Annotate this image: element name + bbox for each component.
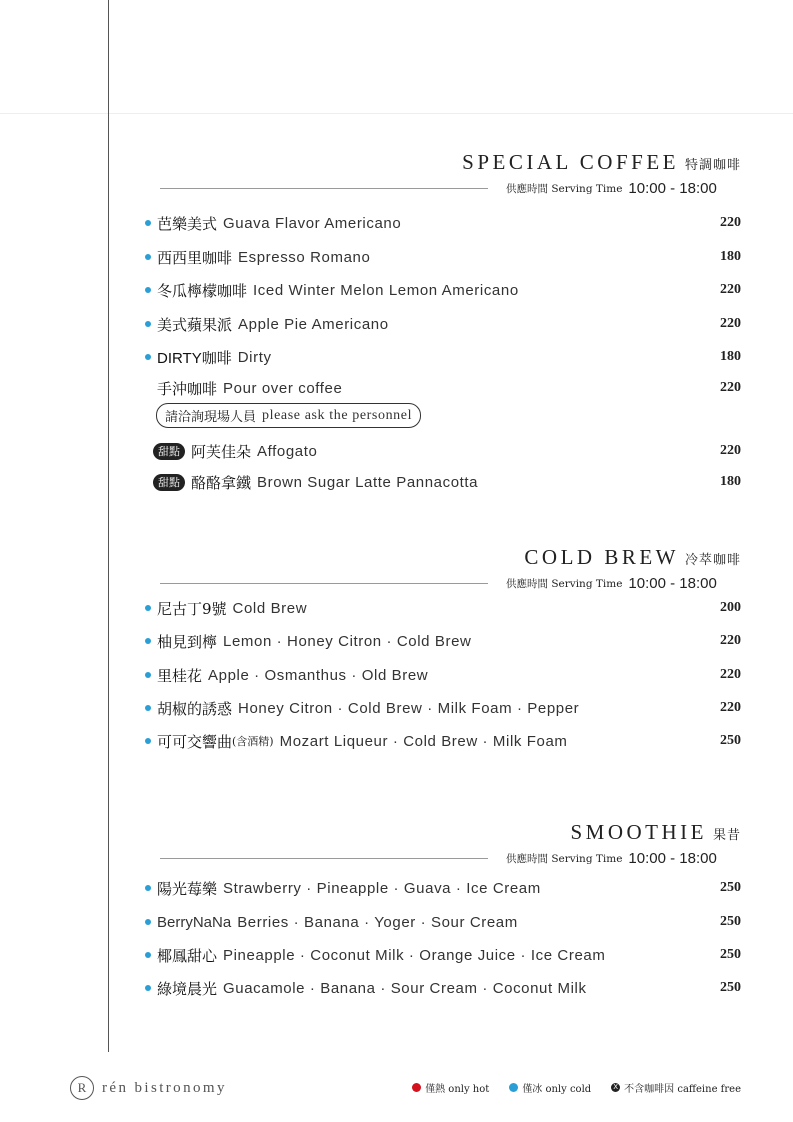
serving-time-row [160,178,741,198]
item-price: 250 [720,947,741,962]
item-name-en: Mozart Liqueur · Cold Brew · Milk Foam [279,732,568,750]
cold-dot-icon [145,638,151,644]
cold-dot-icon [145,354,151,360]
section-title-en: SMOOTHIE [570,820,707,844]
item-name-en: Lemon · Honey Citron · Cold Brew [223,632,472,650]
item-name-zh: 里桂花 [157,666,203,685]
note-en: please ask the personnel [262,407,413,423]
item-price: 250 [720,914,741,929]
item-price: 220 [720,215,741,230]
item-name-zh: 芭樂美式 [157,214,218,233]
dessert-badge: 甜點 [153,443,185,460]
item-name-zh: DIRTY咖啡 [157,349,232,367]
item-name-zh: 尼古丁9號 [157,599,227,618]
item-name-en: Pineapple · Coconut Milk · Orange Juice · Ice Cream [223,946,606,964]
legend-cold [509,1080,591,1095]
serving-time-row [160,573,741,593]
cold-dot-icon [145,919,151,925]
menu-item [145,346,741,368]
serving-rule [160,858,488,859]
cold-dot-icon [145,738,151,744]
item-price: 250 [720,733,741,748]
dessert-badge: 甜點 [153,474,185,491]
cold-dot-icon [145,985,151,991]
cold-dot-icon [145,885,151,891]
cold-dot-icon [145,705,151,711]
legend-cold-label: 僅冰 only cold [522,1084,592,1095]
serving-time: 10:00 - 18:00 [628,179,717,197]
cold-dot-icon [509,1083,518,1092]
top-divider [0,113,793,114]
section-title-smoothie [570,820,741,845]
item-price: 220 [720,380,741,395]
item-name-zh: 酪酪拿鐵 [191,473,252,492]
serving-time: 10:00 - 18:00 [628,849,717,867]
item-name-en: Guacamole · Banana · Sour Cream · Coconut Milk [223,979,587,997]
item-price: 180 [720,474,741,489]
section-title-zh: 果昔 [712,828,741,843]
menu-item [145,279,741,301]
menu-item [145,597,741,619]
section-title-special-coffee [462,150,741,175]
item-name-en: Espresso Romano [238,248,371,266]
item-name-zh: 西西里咖啡 [157,248,233,267]
item-name-zh: BerryNaNa [157,913,232,931]
item-name-zh: 胡椒的誘惑 [157,699,233,718]
item-price: 220 [720,667,741,682]
brand-logo [70,1076,227,1100]
item-price: 220 [720,443,741,458]
pour-over-note [156,403,421,428]
item-name-zh: 綠境晨光 [157,979,218,998]
item-name-en: Dirty [237,348,272,366]
menu-item [145,664,741,686]
cold-dot-icon [145,287,151,293]
menu-item [145,313,741,335]
legend-hot-label: 僅熱 only hot [425,1084,490,1095]
cold-dot-icon [145,672,151,678]
item-name-zh: 椰鳳甜心 [157,946,218,965]
menu-item [145,911,741,933]
item-price: 220 [720,700,741,715]
menu-item [145,697,741,719]
caffeine-free-icon: X [611,1083,620,1092]
menu-item [145,630,741,652]
note-zh: 請洽詢現場人員 [165,410,257,425]
legend-caffeine-free-label: 不含咖啡因 caffeine free [624,1084,741,1095]
section-title-en: COLD BREW [524,545,679,569]
section-title-zh: 特調咖啡 [684,158,741,173]
serving-rule [160,188,488,189]
serving-time: 10:00 - 18:00 [628,574,717,592]
menu-item [145,877,741,899]
serving-label: 供應時間 Serving Time [506,182,623,195]
item-name-en: Apple · Osmanthus · Old Brew [208,666,429,684]
item-name-en: Strawberry · Pineapple · Guava · Ice Cream [223,879,541,897]
legend [412,1080,741,1095]
serving-time-row [160,848,741,868]
item-name-en: Cold Brew [232,599,308,617]
legend-hot [412,1080,489,1095]
item-price: 200 [720,600,741,615]
hot-dot-icon [412,1083,421,1092]
cold-dot-icon [145,254,151,260]
item-name-en: Iced Winter Melon Lemon Americano [253,281,519,299]
brand-name: rén bistronomy [102,1079,227,1096]
item-name-en: Honey Citron · Cold Brew · Milk Foam · Pepper [238,699,580,717]
item-name-zh: 美式蘋果派 [157,315,233,334]
item-name-en: Berries · Banana · Yoger · Sour Cream [237,913,518,931]
cold-dot-icon [145,605,151,611]
cold-dot-icon [145,220,151,226]
item-name-zh: 可可交響曲 [157,732,233,751]
serving-label: 供應時間 Serving Time [506,852,623,865]
menu-item [145,246,741,268]
menu-item [153,471,741,493]
item-name-zh: 冬瓜檸檬咖啡 [157,281,248,300]
logo-mark-icon: R [70,1076,94,1100]
item-alcohol-note: (含酒精) [232,735,274,748]
section-title-en: SPECIAL COFFEE [462,150,679,174]
menu-item [153,440,741,462]
item-name-zh: 手沖咖啡 [157,379,218,398]
item-name-en: Pour over coffee [223,379,343,397]
item-price: 220 [720,282,741,297]
item-price: 220 [720,633,741,648]
menu-item [145,212,741,234]
item-price: 180 [720,349,741,364]
menu-item [145,944,741,966]
section-title-zh: 冷萃咖啡 [684,553,741,568]
item-price: 180 [720,249,741,264]
item-price: 220 [720,316,741,331]
legend-caffeine-free [611,1080,741,1095]
menu-item [145,977,741,999]
item-name-en: Brown Sugar Latte Pannacotta [257,473,479,491]
item-price: 250 [720,980,741,995]
section-title-cold-brew [524,545,741,570]
serving-label: 供應時間 Serving Time [506,577,623,590]
item-name-zh: 阿芙佳朵 [191,442,252,461]
item-name-en: Guava Flavor Americano [223,214,402,232]
item-name-zh: 陽光莓樂 [157,879,218,898]
menu-item [145,730,741,752]
item-name-zh: 柚見到檸 [157,632,218,651]
item-name-en: Affogato [257,442,318,460]
menu-item [157,377,741,399]
item-price: 250 [720,880,741,895]
item-name-en: Apple Pie Americano [238,315,389,333]
cold-dot-icon [145,321,151,327]
left-margin-rule [108,0,109,1052]
cold-dot-icon [145,952,151,958]
serving-rule [160,583,488,584]
